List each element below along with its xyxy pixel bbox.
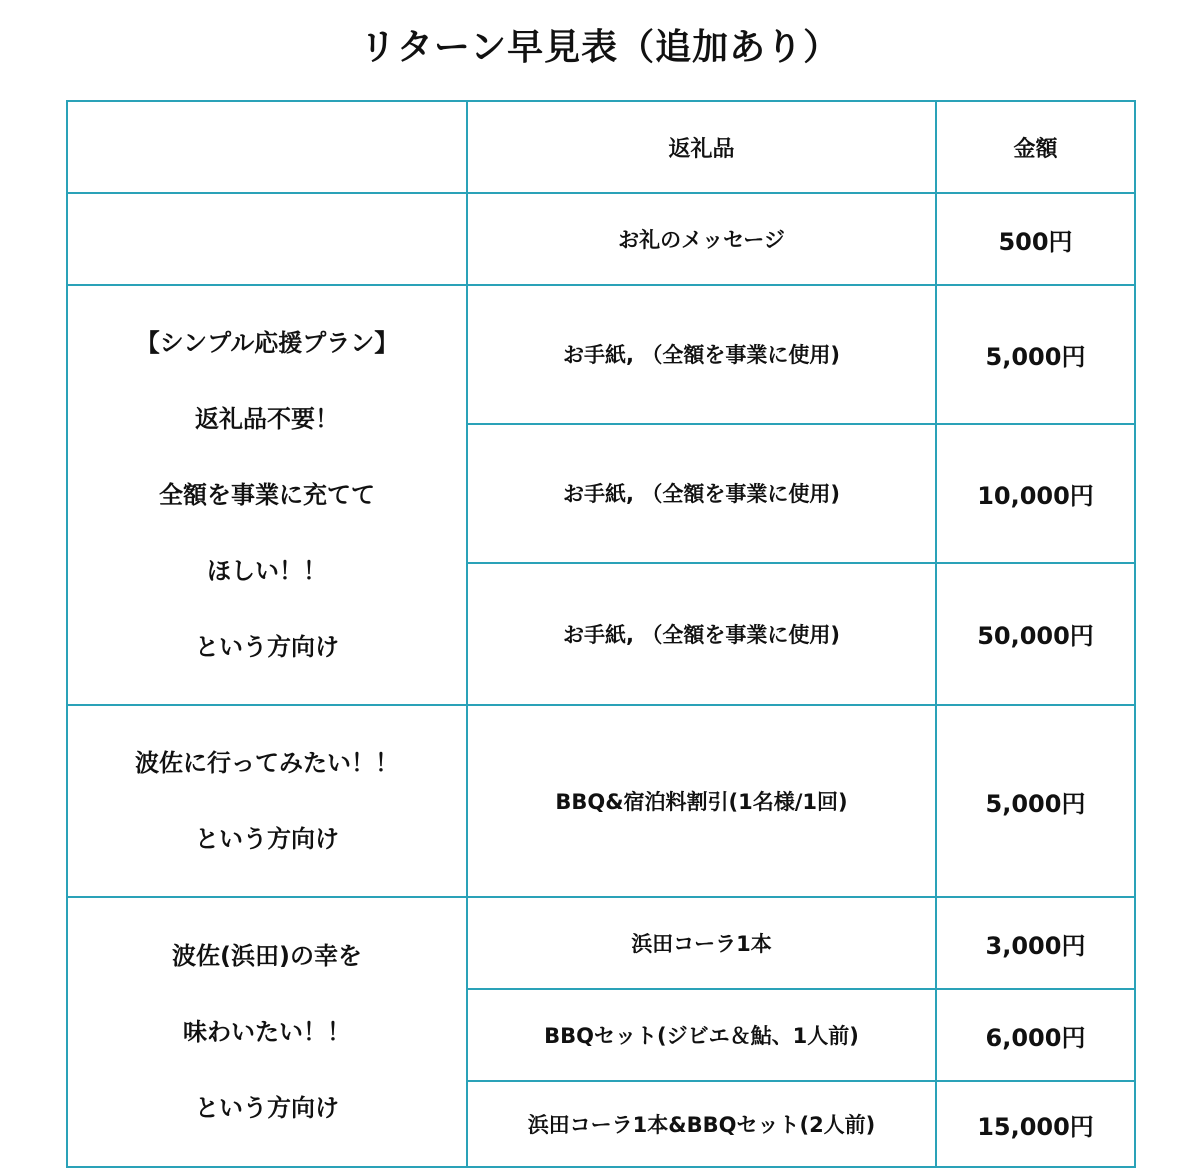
table-row [67,193,1135,285]
header-item-cell: 返礼品 [467,101,936,193]
price-cell: 500円 [936,193,1135,285]
item-cell: お礼のメッセージ [467,193,936,285]
item-cell: 浜田コーラ1本&BBQセット(2人前) [467,1081,936,1167]
plan-cell-taste [67,897,467,1167]
return-table [66,100,1136,1168]
item-cell: 浜田コーラ1本 [467,897,936,989]
plan-line: 波佐に行ってみたい！！ [135,749,399,777]
price-cell: 6,000円 [936,989,1135,1081]
plan-cell-empty [67,193,467,285]
page-title: リターン早見表（追加あり） [359,27,841,68]
item-cell: BBQセット(ジビエ＆鮎、1人前) [467,989,936,1081]
price-cell: 5,000円 [936,705,1135,897]
plan-cell-visit [67,705,467,897]
plan-line: 波佐(浜田)の幸を [172,942,362,970]
plan-line: ほしい！！ [207,557,327,585]
header-price-cell: 金額 [936,101,1135,193]
plan-line: 味わいたい！！ [183,1018,351,1046]
item-cell: お手紙, （全額を事業に使用) [467,285,936,424]
table-row [67,705,1135,897]
table-header-row [67,101,1135,193]
price-cell: 3,000円 [936,897,1135,989]
plan-cell-simple [67,285,467,705]
price-cell: 50,000円 [936,563,1135,705]
plan-line: 全額を事業に充てて [159,481,375,509]
header-plan-cell [67,101,467,193]
plan-line: 返礼品不要！ [195,405,339,433]
item-cell: BBQ&宿泊料割引(1名様/1回) [467,705,936,897]
item-cell: お手紙, （全額を事業に使用) [467,563,936,705]
price-cell: 5,000円 [936,285,1135,424]
plan-line: 【シンプル応援プラン】 [135,329,399,357]
price-cell: 15,000円 [936,1081,1135,1167]
table-row [67,285,1135,424]
plan-line: という方向け [195,825,339,853]
item-cell: お手紙, （全額を事業に使用) [467,424,936,563]
price-cell: 10,000円 [936,424,1135,563]
plan-line: という方向け [195,633,339,661]
plan-line: という方向け [195,1094,339,1122]
table-row [67,897,1135,989]
